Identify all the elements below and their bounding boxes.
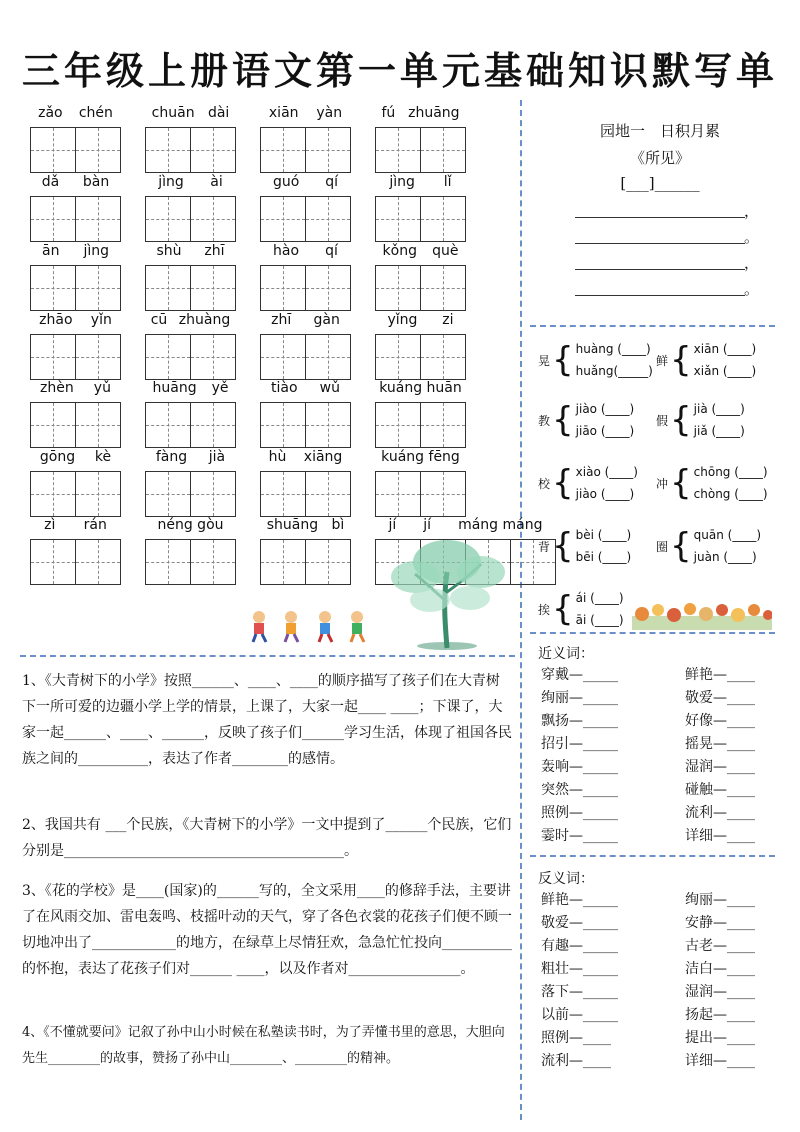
pinyin-syllable: zhuāng bbox=[408, 105, 460, 121]
pinyin-syllable: kuáng fēng bbox=[381, 449, 460, 465]
pinyin-syllable: hù bbox=[268, 449, 287, 465]
pinyin-label bbox=[260, 449, 351, 469]
question-1: 1、《大青树下的小学》按照______、____、____的顺序描写了孩子们在大青树下一所可爱的边疆小学上学的情景，上课了，大家一起____ ____；下课了，大家一起______、____、______，反映了孩子们______学习生活，体现了祖国各民族之间的__________，表达了作者________的感情。 bbox=[22, 673, 512, 767]
brace-icon: { bbox=[670, 340, 692, 380]
poem-header: 园地一 日积月累 bbox=[599, 122, 720, 140]
pinyin-label bbox=[375, 312, 466, 332]
word-grid bbox=[375, 312, 466, 380]
tianzige-cell[interactable] bbox=[76, 335, 121, 379]
section-divider bbox=[20, 655, 515, 657]
synonyms-right-list bbox=[685, 664, 755, 848]
reading-blank: jiāo (____) bbox=[575, 424, 635, 438]
pinyin-label bbox=[30, 380, 121, 400]
pinyin-syllable: fú bbox=[381, 105, 396, 121]
polyphone-char: 教 bbox=[538, 413, 551, 428]
pinyin-label bbox=[260, 312, 351, 332]
pinyin-label bbox=[145, 380, 236, 400]
list-item: 湿润—____ bbox=[685, 984, 755, 1000]
word-grid bbox=[30, 449, 121, 517]
writing-boxes[interactable] bbox=[375, 402, 466, 448]
tianzige-cell[interactable] bbox=[146, 403, 191, 447]
writing-boxes[interactable] bbox=[260, 196, 351, 242]
writing-boxes[interactable] bbox=[260, 334, 351, 380]
polyphone-group bbox=[656, 338, 756, 382]
pinyin-syllable: jìng bbox=[158, 174, 184, 190]
tianzige-cell[interactable] bbox=[421, 335, 466, 379]
pinyin-syllable: guó bbox=[272, 174, 300, 190]
brace-icon: { bbox=[552, 400, 574, 440]
list-item: 落下—_____ bbox=[541, 984, 618, 1000]
polyphone-char: 挨 bbox=[538, 602, 551, 617]
writing-boxes[interactable] bbox=[30, 265, 121, 311]
word-grid bbox=[30, 380, 121, 448]
section-divider bbox=[530, 632, 775, 634]
word-grid bbox=[260, 243, 351, 311]
tianzige-cell[interactable] bbox=[261, 403, 306, 447]
section-divider bbox=[530, 855, 775, 857]
pinyin-syllable: jià bbox=[208, 449, 226, 465]
brace-icon: { bbox=[670, 526, 692, 566]
tianzige-cell[interactable] bbox=[31, 128, 76, 172]
word-grid bbox=[260, 174, 351, 242]
tianzige-cell[interactable] bbox=[191, 403, 236, 447]
writing-boxes[interactable] bbox=[145, 539, 236, 585]
column-divider bbox=[520, 100, 522, 1120]
list-item: 安静—____ bbox=[685, 915, 755, 931]
tianzige-cell[interactable] bbox=[76, 540, 121, 584]
polyphone-group bbox=[538, 461, 638, 505]
tianzige-cell[interactable] bbox=[261, 335, 306, 379]
writing-boxes[interactable] bbox=[145, 334, 236, 380]
reading-blank: bēi (____) bbox=[575, 550, 632, 564]
pinyin-syllable: xiāng bbox=[303, 449, 343, 465]
list-item: 流利—____ bbox=[541, 1053, 611, 1069]
pinyin-syllable: huāng bbox=[152, 380, 197, 396]
tianzige-cell[interactable] bbox=[261, 472, 306, 516]
brace-icon: { bbox=[552, 340, 574, 380]
pinyin-label bbox=[375, 449, 466, 469]
antonyms-right-list bbox=[685, 889, 755, 1073]
pinyin-syllable: bàn bbox=[82, 174, 110, 190]
pinyin-syllable: yǐng bbox=[387, 312, 418, 328]
list-item: 详细—____ bbox=[685, 828, 755, 844]
list-item: 霎时—_____ bbox=[541, 828, 618, 844]
brace-icon: { bbox=[552, 526, 574, 566]
word-grid bbox=[375, 449, 466, 517]
word-grid bbox=[30, 174, 121, 242]
word-grid bbox=[375, 380, 466, 448]
tianzige-cell[interactable] bbox=[306, 540, 351, 584]
list-item: 碰触—____ bbox=[685, 782, 755, 798]
writing-boxes[interactable] bbox=[375, 471, 466, 517]
reading-blank: huǎng(_____) bbox=[575, 364, 653, 378]
word-grid bbox=[260, 517, 351, 585]
pinyin-syllable: gàn bbox=[313, 312, 340, 328]
tianzige-cell[interactable] bbox=[376, 335, 421, 379]
reading-blank: huàng (____) bbox=[575, 342, 651, 356]
writing-boxes[interactable] bbox=[145, 127, 236, 173]
list-item: 详细—____ bbox=[685, 1053, 755, 1069]
list-item: 绚丽—____ bbox=[685, 892, 755, 908]
pinyin-syllable: bì bbox=[331, 517, 345, 533]
list-item: 招引—_____ bbox=[541, 736, 618, 752]
pinyin-syllable: rán bbox=[83, 517, 107, 533]
reading-blank: quān (____) bbox=[693, 528, 762, 542]
pinyin-syllable: hào bbox=[273, 243, 300, 259]
list-item: 洁白—____ bbox=[685, 961, 755, 977]
reading-blank: bèi (____) bbox=[575, 528, 632, 542]
tianzige-cell[interactable] bbox=[191, 266, 236, 310]
word-grid bbox=[145, 449, 236, 517]
tianzige-cell[interactable] bbox=[76, 197, 121, 241]
pinyin-label bbox=[375, 380, 466, 400]
word-grid bbox=[30, 312, 121, 380]
pinyin-syllable: zi bbox=[442, 312, 454, 328]
pinyin-syllable: zhuàng bbox=[178, 312, 231, 328]
reading-blank: xiǎn (____) bbox=[693, 364, 757, 378]
tianzige-cell[interactable] bbox=[76, 266, 121, 310]
pinyin-label bbox=[145, 174, 236, 194]
list-item: 有趣—_____ bbox=[541, 938, 618, 954]
list-item: 提出—____ bbox=[685, 1030, 755, 1046]
pinyin-label bbox=[260, 243, 351, 263]
tianzige-cell[interactable] bbox=[376, 403, 421, 447]
writing-boxes[interactable] bbox=[30, 471, 121, 517]
pinyin-syllable: zì bbox=[44, 517, 56, 533]
flowers-decoration bbox=[632, 598, 772, 630]
word-grid bbox=[375, 105, 466, 173]
word-grid bbox=[145, 380, 236, 448]
polyphone-char: 校 bbox=[538, 476, 551, 491]
pinyin-syllable: yàn bbox=[316, 105, 343, 121]
pinyin-syllable: jìng bbox=[83, 243, 109, 259]
pinyin-syllable: néng gòu bbox=[157, 517, 224, 533]
pinyin-label bbox=[375, 243, 466, 263]
pinyin-syllable: máng máng bbox=[458, 517, 543, 533]
list-item: 照例—_____ bbox=[541, 805, 618, 821]
writing-boxes[interactable] bbox=[375, 334, 466, 380]
list-item: 粗壮—_____ bbox=[541, 961, 618, 977]
pinyin-syllable: zhāo bbox=[39, 312, 73, 328]
pinyin-syllable: qí bbox=[325, 174, 339, 190]
polyphone-char: 假 bbox=[656, 413, 669, 428]
pinyin-syllable: ān bbox=[42, 243, 60, 259]
polyphone-char: 晃 bbox=[538, 353, 551, 368]
tianzige-cell[interactable] bbox=[31, 540, 76, 584]
pinyin-label bbox=[375, 105, 466, 125]
tianzige-cell[interactable] bbox=[306, 403, 351, 447]
tianzige-cell[interactable] bbox=[306, 335, 351, 379]
word-grid bbox=[260, 105, 351, 173]
list-item: 敬爱—_____ bbox=[541, 915, 618, 931]
writing-boxes[interactable] bbox=[145, 265, 236, 311]
word-grid bbox=[375, 174, 466, 242]
word-grid bbox=[145, 174, 236, 242]
word-grid bbox=[30, 243, 121, 311]
polyphone-char: 圈 bbox=[656, 539, 669, 554]
pinyin-syllable: chén bbox=[78, 105, 113, 121]
pinyin-label bbox=[145, 312, 236, 332]
reading-blank: juàn (____) bbox=[693, 550, 757, 564]
pinyin-syllable: fàng bbox=[155, 449, 188, 465]
pinyin-label bbox=[260, 174, 351, 194]
list-item: 敬爱—____ bbox=[685, 690, 755, 706]
reading-blank: jiào (____) bbox=[575, 402, 635, 416]
pinyin-syllable: yǔ bbox=[93, 380, 111, 396]
pinyin-label bbox=[30, 243, 121, 263]
pinyin-syllable: qí bbox=[325, 243, 338, 259]
list-item: 以前—_____ bbox=[541, 1007, 618, 1023]
tianzige-cell[interactable] bbox=[146, 128, 191, 172]
pinyin-syllable: què bbox=[432, 243, 459, 259]
tianzige-cell[interactable] bbox=[306, 472, 351, 516]
list-item: 扬起—____ bbox=[685, 1007, 755, 1023]
reading-blank: ái (____) bbox=[575, 591, 624, 605]
writing-boxes[interactable] bbox=[145, 402, 236, 448]
tianzige-cell[interactable] bbox=[376, 266, 421, 310]
writing-boxes[interactable] bbox=[375, 127, 466, 173]
pinyin-syllable: zhī bbox=[271, 312, 292, 328]
tianzige-cell[interactable] bbox=[421, 403, 466, 447]
writing-boxes[interactable] bbox=[375, 196, 466, 242]
tianzige-cell[interactable] bbox=[146, 266, 191, 310]
writing-boxes[interactable] bbox=[260, 127, 351, 173]
section-divider bbox=[530, 325, 775, 327]
list-item: 摇晃—____ bbox=[685, 736, 755, 752]
tianzige-cell[interactable] bbox=[191, 335, 236, 379]
writing-boxes[interactable] bbox=[260, 471, 351, 517]
poem-line-blank: ， bbox=[575, 254, 745, 270]
poem-author-blank: [___]______ bbox=[620, 174, 700, 192]
polyphone-group bbox=[538, 398, 634, 442]
pinyin-syllable: tiào bbox=[271, 380, 298, 396]
list-item: 古老—____ bbox=[685, 938, 755, 954]
pinyin-syllable: shù bbox=[156, 243, 182, 259]
pinyin-syllable: jí bbox=[388, 517, 397, 533]
tianzige-cell[interactable] bbox=[191, 472, 236, 516]
synonyms-left-list bbox=[541, 664, 618, 848]
poem-title: 《所见》 bbox=[629, 149, 690, 167]
page-title: 三年级上册语文第一单元基础知识默写单 bbox=[21, 49, 778, 93]
synonyms-title: 近义词： bbox=[538, 646, 594, 662]
word-grid bbox=[375, 243, 466, 311]
pinyin-label bbox=[145, 449, 236, 469]
writing-boxes[interactable] bbox=[30, 127, 121, 173]
polyphone-group bbox=[656, 398, 745, 442]
reading-blank: xiān (____) bbox=[693, 342, 757, 356]
pinyin-label bbox=[30, 174, 121, 194]
pinyin-syllable: yě bbox=[211, 380, 229, 396]
tianzige-cell[interactable] bbox=[261, 197, 306, 241]
tianzige-cell[interactable] bbox=[31, 266, 76, 310]
list-item: 照例—____ bbox=[541, 1030, 611, 1046]
word-grid bbox=[30, 105, 121, 173]
children-illustration bbox=[245, 608, 375, 644]
pinyin-syllable: wǔ bbox=[319, 380, 340, 396]
tianzige-cell[interactable] bbox=[376, 197, 421, 241]
word-grid bbox=[145, 105, 236, 173]
tianzige-cell[interactable] bbox=[376, 472, 421, 516]
word-grid bbox=[30, 517, 121, 585]
list-item: 流利—____ bbox=[685, 805, 755, 821]
tianzige-cell[interactable] bbox=[261, 540, 306, 584]
pinyin-syllable: gōng bbox=[39, 449, 76, 465]
writing-boxes[interactable] bbox=[260, 402, 351, 448]
pinyin-syllable: zhī bbox=[204, 243, 225, 259]
polyphone-char: 鲜 bbox=[656, 353, 669, 368]
word-grid bbox=[145, 312, 236, 380]
poem-line-blank: 。 bbox=[575, 228, 745, 244]
tianzige-cell[interactable] bbox=[146, 472, 191, 516]
pinyin-syllable: yǐn bbox=[90, 312, 112, 328]
tianzige-cell[interactable] bbox=[191, 197, 236, 241]
tianzige-cell[interactable] bbox=[31, 197, 76, 241]
tianzige-cell[interactable] bbox=[76, 472, 121, 516]
pinyin-syllable: cū bbox=[150, 312, 168, 328]
poem-section bbox=[535, 120, 785, 296]
pinyin-syllable: kè bbox=[94, 449, 112, 465]
tianzige-cell[interactable] bbox=[306, 266, 351, 310]
list-item: 好像—____ bbox=[685, 713, 755, 729]
polyphone-group bbox=[538, 338, 653, 382]
brace-icon: { bbox=[670, 400, 692, 440]
tianzige-cell[interactable] bbox=[191, 540, 236, 584]
reading-blank: chōng (____) bbox=[693, 465, 768, 479]
pinyin-syllable: jí bbox=[423, 517, 432, 533]
reading-blank: āi (____) bbox=[575, 613, 624, 627]
brace-icon: { bbox=[552, 589, 574, 629]
writing-boxes[interactable] bbox=[260, 265, 351, 311]
pinyin-syllable: ài bbox=[210, 174, 223, 190]
pinyin-syllable: kuáng huān bbox=[379, 380, 462, 396]
question-2: 2、我国共有 ___个民族，《大青树下的小学》一文中提到了______个民族，它们分别是________________________________________。 bbox=[22, 817, 512, 859]
pinyin-syllable: shuāng bbox=[266, 517, 319, 533]
list-item: 穿戴—_____ bbox=[541, 667, 618, 683]
question-3: 3、《花的学校》是____(国家)的______写的，全文采用____的修辞手法，主要讲了在风雨交加、雷电轰鸣、枝摇叶动的天气，穿了各色衣裳的花孩子们便不顾一切地冲出了____________的地方，在绿草上尽情狂欢，急急忙忙投向__________的怀抱，表达了花孩子们对______ ____，以及作者对________________。 bbox=[22, 883, 512, 977]
tianzige-cell[interactable] bbox=[146, 197, 191, 241]
writing-boxes[interactable] bbox=[145, 196, 236, 242]
tianzige-cell[interactable] bbox=[421, 128, 466, 172]
polyphone-char: 冲 bbox=[656, 476, 669, 491]
writing-boxes[interactable] bbox=[30, 539, 121, 585]
pinyin-label bbox=[30, 312, 121, 332]
tianzige-cell[interactable] bbox=[76, 403, 121, 447]
pinyin-syllable: jìng bbox=[389, 174, 415, 190]
tianzige-cell[interactable] bbox=[31, 403, 76, 447]
tianzige-cell[interactable] bbox=[421, 266, 466, 310]
reading-blank: jià (____) bbox=[693, 402, 745, 416]
writing-boxes[interactable] bbox=[145, 471, 236, 517]
reading-blank: jiǎ (____) bbox=[693, 424, 745, 438]
list-item: 湿润—____ bbox=[685, 759, 755, 775]
tianzige-cell[interactable] bbox=[261, 266, 306, 310]
tianzige-cell[interactable] bbox=[76, 128, 121, 172]
polyphone-group bbox=[538, 524, 631, 568]
list-item: 突然—_____ bbox=[541, 782, 618, 798]
polyphone-group bbox=[538, 587, 624, 631]
pinyin-syllable: chuān bbox=[151, 105, 195, 121]
writing-boxes[interactable] bbox=[30, 402, 121, 448]
writing-boxes[interactable] bbox=[30, 334, 121, 380]
tianzige-cell[interactable] bbox=[306, 197, 351, 241]
list-item: 鲜艳—____ bbox=[685, 667, 755, 683]
antonyms-left-list bbox=[541, 889, 618, 1073]
polyphone-group bbox=[656, 461, 768, 505]
word-grid bbox=[260, 312, 351, 380]
tianzige-cell[interactable] bbox=[31, 335, 76, 379]
writing-boxes[interactable] bbox=[260, 539, 351, 585]
tianzige-cell[interactable] bbox=[421, 197, 466, 241]
reading-blank: chòng (____) bbox=[693, 487, 768, 501]
pinyin-label bbox=[145, 105, 236, 125]
antonyms-title: 反义词： bbox=[538, 871, 594, 887]
pinyin-label bbox=[375, 174, 466, 194]
poem-line-blank: ， bbox=[575, 202, 745, 218]
polyphone-group bbox=[656, 524, 761, 568]
tianzige-cell[interactable] bbox=[261, 128, 306, 172]
poem-line-blank: 。 bbox=[575, 280, 745, 296]
pinyin-label bbox=[145, 517, 236, 537]
pinyin-label bbox=[145, 243, 236, 263]
list-item: 飘扬—_____ bbox=[541, 713, 618, 729]
tree-illustration bbox=[385, 532, 510, 650]
pinyin-syllable: kǒng bbox=[382, 243, 417, 259]
word-grid bbox=[145, 243, 236, 311]
pinyin-syllable: dǎ bbox=[41, 174, 60, 190]
list-item: 鲜艳—_____ bbox=[541, 892, 618, 908]
list-item: 轰响—_____ bbox=[541, 759, 618, 775]
writing-boxes[interactable] bbox=[375, 265, 466, 311]
tianzige-cell[interactable] bbox=[146, 540, 191, 584]
list-item: 绚丽—_____ bbox=[541, 690, 618, 706]
pinyin-label bbox=[260, 517, 351, 537]
pinyin-syllable: dài bbox=[207, 105, 230, 121]
tianzige-cell[interactable] bbox=[191, 128, 236, 172]
pinyin-label bbox=[260, 380, 351, 400]
writing-boxes[interactable] bbox=[30, 196, 121, 242]
pinyin-syllable: zǎo bbox=[38, 105, 63, 121]
tianzige-cell[interactable] bbox=[421, 472, 466, 516]
question-4: 4、《不懂就要问》记叙了孙中山小时候在私塾读书时，为了弄懂书里的意思，大胆向先生________的故事，赞扬了孙中山________、________的精神。 bbox=[22, 1025, 505, 1066]
word-grid bbox=[260, 449, 351, 517]
pinyin-syllable: xiān bbox=[268, 105, 299, 121]
pinyin-syllable: lǐ bbox=[443, 174, 452, 190]
polyphone-char: 背 bbox=[538, 539, 551, 554]
pinyin-syllable: zhèn bbox=[40, 380, 74, 396]
reading-blank: jiào (____) bbox=[575, 487, 635, 501]
brace-icon: { bbox=[670, 463, 692, 503]
word-grid bbox=[145, 517, 236, 585]
reading-blank: xiào (____) bbox=[575, 465, 638, 479]
pinyin-label bbox=[30, 449, 121, 469]
pinyin-label bbox=[260, 105, 351, 125]
tianzige-cell[interactable] bbox=[146, 335, 191, 379]
tianzige-cell[interactable] bbox=[306, 128, 351, 172]
brace-icon: { bbox=[552, 463, 574, 503]
pinyin-label bbox=[30, 105, 121, 125]
tianzige-cell[interactable] bbox=[376, 128, 421, 172]
tianzige-cell[interactable] bbox=[31, 472, 76, 516]
pinyin-label bbox=[30, 517, 121, 537]
word-grid bbox=[260, 380, 351, 448]
